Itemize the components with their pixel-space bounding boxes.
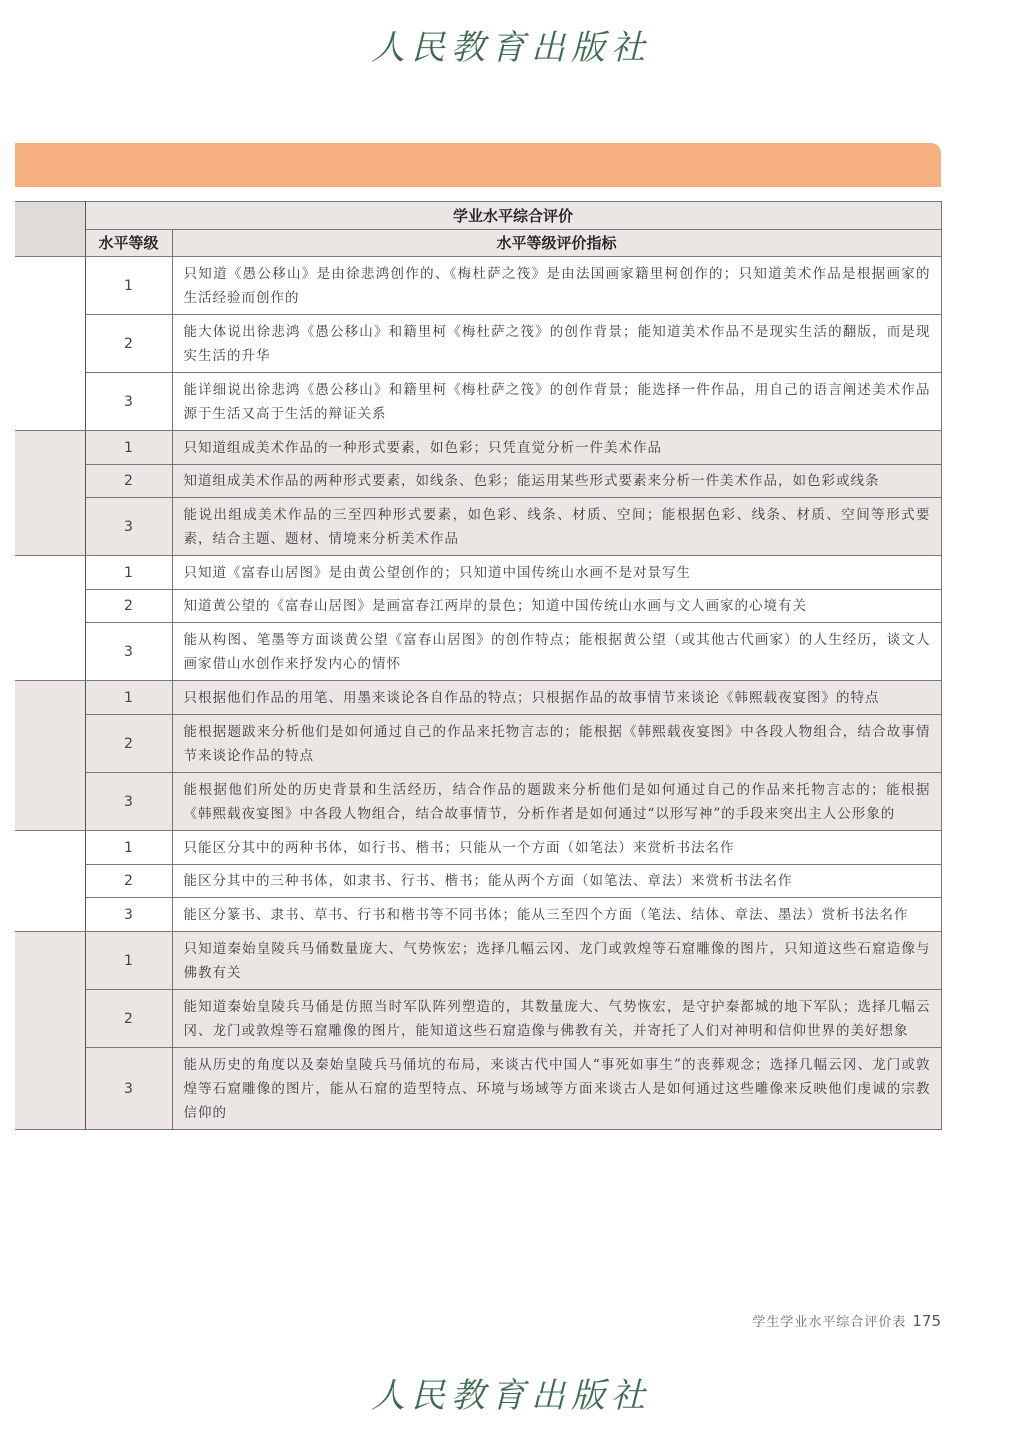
indicator-cell: 知道黄公望的《富春山居图》是画富春江两岸的景色；知道中国传统山水画与文人画家的心境有关 bbox=[172, 590, 941, 623]
level-cell: 1 bbox=[85, 556, 172, 590]
indicator-cell: 只知道《愚公移山》是由徐悲鸿创作的、《梅杜萨之筏》是由法国画家籍里柯创作的；只知道美术作品是根据画家的生活经验而创作的 bbox=[172, 257, 941, 315]
level-cell: 3 bbox=[85, 773, 172, 831]
publisher-logo-top: 人民教育出版社 bbox=[371, 28, 651, 68]
level-cell: 1 bbox=[85, 257, 172, 315]
indicator-cell: 能详细说出徐悲鸿《愚公移山》和籍里柯《梅杜萨之筏》的创作背景；能选择一件作品，用自己的语言阐述美术作品源于生活又高于生活的辩证关系 bbox=[172, 373, 941, 431]
page-number: 175 bbox=[912, 1312, 941, 1330]
indicator-cell: 能区分其中的三种书体，如隶书、行书、楷书；能从两个方面（如笔法、章法）来赏析书法名作 bbox=[172, 865, 941, 898]
level-cell: 1 bbox=[85, 932, 172, 990]
group-side-cell bbox=[15, 932, 85, 1130]
indicator-cell: 能根据他们所处的历史背景和生活经历，结合作品的题跋来分析他们是如何通过自己的作品来托物言志的；能根据《韩熙载夜宴图》中各段人物组合，结合故事情节，分析作者是如何通过“以形写神”的手段来突出主人公形象的 bbox=[172, 773, 941, 831]
evaluation-table bbox=[15, 201, 942, 1130]
indicator-cell: 只根据他们作品的用笔、用墨来谈论各自作品的特点；只根据作品的故事情节来谈论《韩熙载夜宴图》的特点 bbox=[172, 681, 941, 715]
level-cell: 3 bbox=[85, 623, 172, 681]
level-cell: 1 bbox=[85, 831, 172, 865]
level-column-header: 水平等级 bbox=[85, 230, 172, 257]
level-cell: 1 bbox=[85, 681, 172, 715]
indicator-cell: 只知道《富春山居图》是由黄公望创作的；只知道中国传统山水画不是对景写生 bbox=[172, 556, 941, 590]
level-cell: 2 bbox=[85, 715, 172, 773]
level-cell: 3 bbox=[85, 373, 172, 431]
level-cell: 2 bbox=[85, 990, 172, 1048]
indicator-cell: 能根据题跋来分析他们是如何通过自己的作品来托物言志的；能根据《韩熙载夜宴图》中各段人物组合，结合故事情节来谈论作品的特点 bbox=[172, 715, 941, 773]
indicator-cell: 能说出组成美术作品的三至四种形式要素，如色彩、线条、材质、空间；能根据色彩、线条、材质、空间等形式要素，结合主题、题材、情境来分析美术作品 bbox=[172, 498, 941, 556]
indicator-cell: 能从历史的角度以及秦始皇陵兵马俑坑的布局，来谈古代中国人“事死如事生”的丧葬观念；选择几幅云冈、龙门或敦煌等石窟雕像的图片，能从石窟的造型特点、环境与场域等方面来谈古人是如何通过这些雕像来反映他们虔诚的宗教信仰的 bbox=[172, 1048, 941, 1130]
level-cell: 1 bbox=[85, 431, 172, 465]
header-blank-cell bbox=[15, 202, 85, 257]
indicator-cell: 只知道秦始皇陵兵马俑数量庞大、气势恢宏；选择几幅云冈、龙门或敦煌等石窟雕像的图片，只知道这些石窟造像与佛教有关 bbox=[172, 932, 941, 990]
level-cell: 2 bbox=[85, 315, 172, 373]
indicator-cell: 能从构图、笔墨等方面谈黄公望《富春山居图》的创作特点；能根据黄公望（或其他古代画家）的人生经历，谈文人画家借山水创作来抒发内心的情怀 bbox=[172, 623, 941, 681]
page-footer bbox=[752, 1311, 941, 1330]
indicator-cell: 能区分篆书、隶书、草书、行书和楷书等不同书体；能从三至四个方面（笔法、结体、章法、墨法）赏析书法名作 bbox=[172, 898, 941, 932]
indicator-cell: 只知道组成美术作品的一种形式要素，如色彩；只凭直觉分析一件美术作品 bbox=[172, 431, 941, 465]
indicator-cell: 能知道秦始皇陵兵马俑是仿照当时军队阵列塑造的，其数量庞大、气势恢宏，是守护秦都城的地下军队；选择几幅云冈、龙门或敦煌等石窟雕像的图片，能知道这些石窟造像与佛教有关，并寄托了人们对神明和信仰世界的美好想象 bbox=[172, 990, 941, 1048]
level-cell: 2 bbox=[85, 465, 172, 498]
level-cell: 2 bbox=[85, 865, 172, 898]
level-cell: 3 bbox=[85, 1048, 172, 1130]
section-header-band bbox=[15, 143, 941, 187]
group-side-cell bbox=[15, 257, 85, 431]
group-side-cell bbox=[15, 681, 85, 831]
table-title: 学业水平综合评价 bbox=[85, 202, 941, 230]
indicator-cell: 知道组成美术作品的两种形式要素，如线条、色彩；能运用某些形式要素来分析一件美术作品，如色彩或线条 bbox=[172, 465, 941, 498]
indicator-column-header: 水平等级评价指标 bbox=[172, 230, 941, 257]
indicator-cell: 只能区分其中的两种书体，如行书、楷书；只能从一个方面（如笔法）来赏析书法名作 bbox=[172, 831, 941, 865]
group-side-cell bbox=[15, 831, 85, 932]
group-side-cell bbox=[15, 431, 85, 556]
publisher-logo-bottom: 人民教育出版社 bbox=[371, 1376, 651, 1416]
level-cell: 2 bbox=[85, 590, 172, 623]
indicator-cell: 能大体说出徐悲鸿《愚公移山》和籍里柯《梅杜萨之筏》的创作背景；能知道美术作品不是现实生活的翻版，而是现实生活的升华 bbox=[172, 315, 941, 373]
group-side-cell bbox=[15, 556, 85, 681]
level-cell: 3 bbox=[85, 898, 172, 932]
level-cell: 3 bbox=[85, 498, 172, 556]
footer-section-title: 学生学业水平综合评价表 bbox=[752, 1315, 907, 1330]
